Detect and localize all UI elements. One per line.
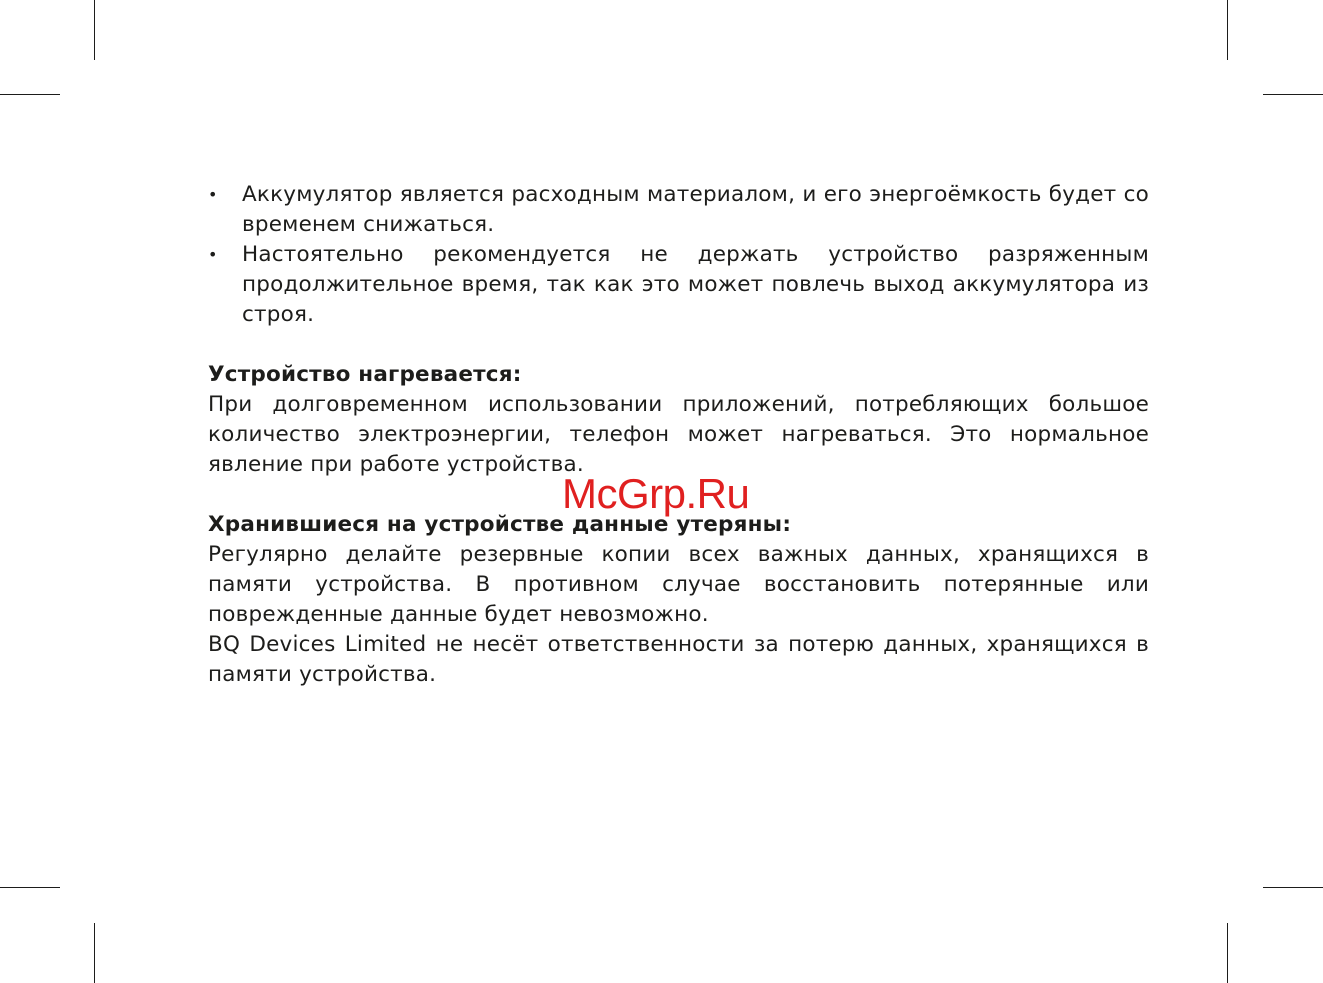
crop-mark-top-right-vertical [1227,0,1228,60]
bullet-text: Настоятельно рекомендуется не держать устройство разряженным продолжительное время, так как это может повлечь выход аккумулятора из строя. [242,242,1149,327]
bullet-icon: • [208,245,218,264]
list-item [208,180,1149,240]
list-item [208,240,1149,330]
liability-paragraph: BQ Devices Limited не несёт ответственности за потерю данных, хранящихся в памяти устройства. [208,632,1149,687]
crop-mark-bottom-left-horizontal [0,887,60,888]
data-lost-paragraph: Регулярно делайте резервные копии всех важных данных, хранящихся в памяти устройства. В противном случае восстановить потерянные или поврежденные данные будет невозможно. [208,542,1149,627]
crop-mark-top-right-horizontal [1263,94,1323,95]
watermark-logo: McGrp.Ru [562,470,750,517]
crop-mark-bottom-left-vertical [94,923,95,983]
data-lost-heading: Хранившиеся на устройстве данные утеряны: [208,512,792,537]
crop-mark-top-left-vertical [94,0,95,60]
bullet-icon: • [208,185,218,204]
page-content [208,180,1149,690]
bullet-text: Аккумулятор является расходным материалом, и его энергоёмкость будет со временем снижаться. [242,182,1149,237]
crop-mark-bottom-right-horizontal [1263,887,1323,888]
battery-bullet-list [208,180,1149,330]
heating-paragraph: При долговременном использовании приложений, потребляющих большое количество электроэнергии, телефон может нагреваться. Это нормальное явление при работе устройства. [208,392,1149,477]
crop-mark-top-left-horizontal [0,94,60,95]
crop-mark-bottom-right-vertical [1227,923,1228,983]
heating-heading: Устройство нагревается: [208,362,522,387]
